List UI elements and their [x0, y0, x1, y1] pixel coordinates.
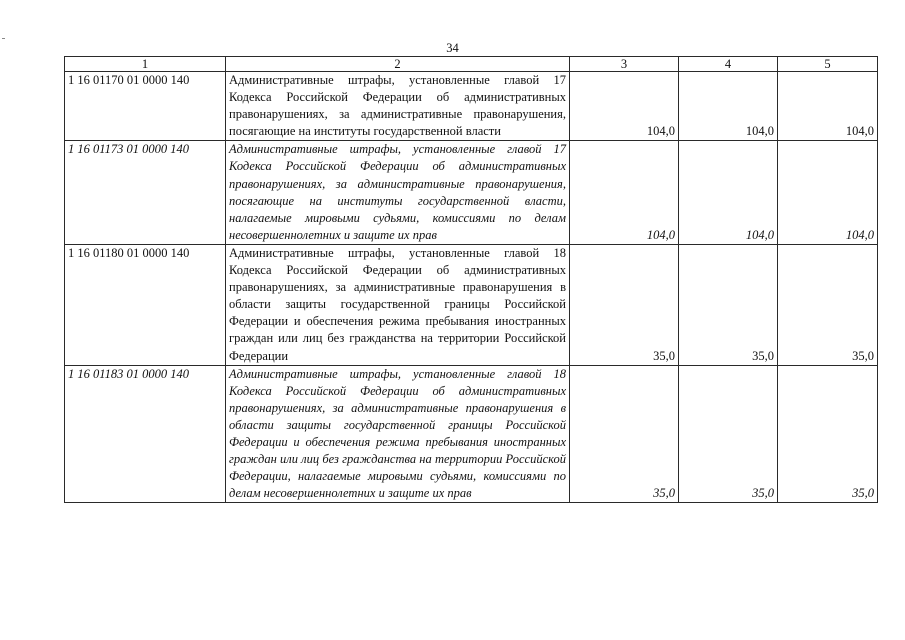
row-amount-col5: 35,0 — [778, 244, 878, 365]
row-code: 1 16 01180 01 0000 140 — [65, 244, 226, 365]
column-header-code: 1 — [65, 57, 226, 72]
row-description: Административные штрафы, установленные главой 18 Кодекса Российской Федерации об административных правонарушениях, за административные правонарушения в области защиты государственной границы Российской Федерации и обеспечения режима пребывания иностранных граждан или лиц без гражданства на территории Российской Федерации, налагаемые мировыми судьями, комиссиями по делам несовершеннолетних и защите их прав — [226, 365, 570, 503]
row-amount-col3: 35,0 — [570, 365, 679, 503]
row-amount-col3: 35,0 — [570, 244, 679, 365]
table-row — [65, 244, 878, 365]
table-row — [65, 72, 878, 141]
row-amount-col4: 104,0 — [679, 141, 778, 245]
table-header-row — [65, 57, 878, 72]
column-header-amount-2: 4 — [679, 57, 778, 72]
scan-edge-mark — [2, 38, 5, 39]
row-amount-col3: 104,0 — [570, 141, 679, 245]
row-amount-col5: 104,0 — [778, 141, 878, 245]
row-amount-col4: 104,0 — [679, 72, 778, 141]
column-header-amount-3: 5 — [778, 57, 878, 72]
table-row — [65, 365, 878, 503]
row-code: 1 16 01183 01 0000 140 — [65, 365, 226, 503]
row-code: 1 16 01173 01 0000 140 — [65, 141, 226, 245]
row-description: Административные штрафы, установленные главой 18 Кодекса Российской Федерации об административных правонарушениях, за административные правонарушения в области защиты государственной границы Российской Федерации и обеспечения режима пребывания иностранных граждан или лиц без гражданства на территории Российской Федерации — [226, 244, 570, 365]
row-amount-col5: 104,0 — [778, 72, 878, 141]
row-amount-col4: 35,0 — [679, 365, 778, 503]
page-number: 34 — [446, 41, 459, 55]
row-amount-col5: 35,0 — [778, 365, 878, 503]
row-description: Административные штрафы, установленные главой 17 Кодекса Российской Федерации об административных правонарушениях, за административные правонарушения, посягающие на институты государственной власти — [226, 72, 570, 141]
row-amount-col3: 104,0 — [570, 72, 679, 141]
row-description: Административные штрафы, установленные главой 17 Кодекса Российской Федерации об административных правонарушениях, за административные правонарушения, посягающие на институты государственной власти, налагаемые мировыми судьями, комиссиями по делам несовершеннолетних и защите их прав — [226, 141, 570, 245]
row-code: 1 16 01170 01 0000 140 — [65, 72, 226, 141]
column-header-amount-1: 3 — [570, 57, 679, 72]
table-row — [65, 141, 878, 245]
column-header-description: 2 — [226, 57, 570, 72]
budget-table — [64, 56, 878, 503]
row-amount-col4: 35,0 — [679, 244, 778, 365]
